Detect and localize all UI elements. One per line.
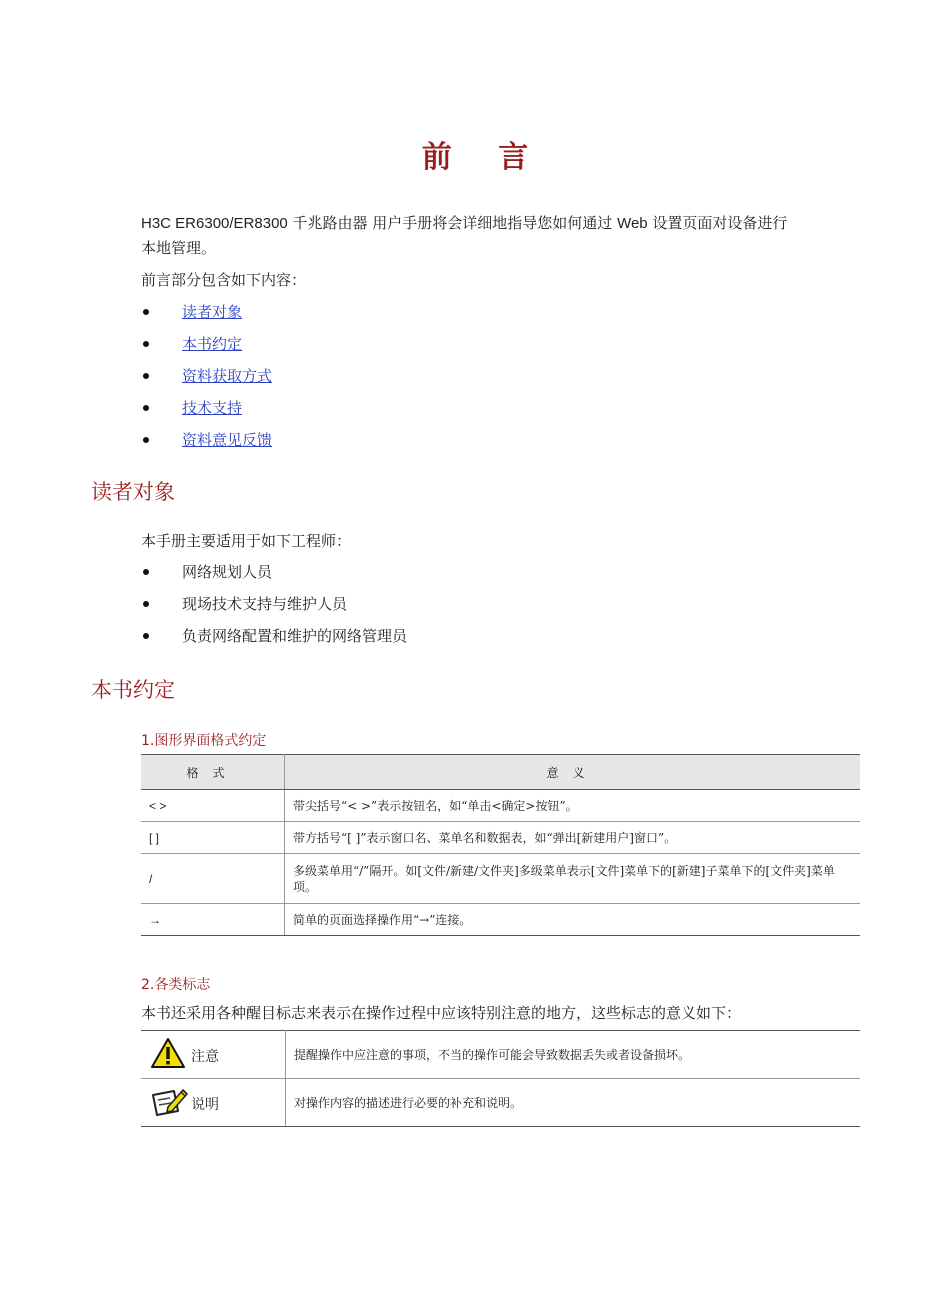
table-header-row — [141, 755, 860, 790]
intro-paragraph — [141, 211, 861, 261]
list-item-text: 网络规划人员 — [182, 563, 273, 581]
bullet-icon — [143, 341, 149, 347]
toc-list — [141, 296, 272, 456]
table-cell-format: / — [141, 854, 285, 904]
intro-line2: 本地管理。 — [141, 239, 217, 257]
bullet-icon — [143, 373, 149, 379]
column-header-format: 格式 — [141, 755, 285, 790]
note-label: 说明 — [191, 1097, 219, 1113]
table-cell-meaning: 简单的页面选择操作用“→”连接。 — [285, 904, 861, 936]
heading-readers: 读者对象 — [91, 480, 175, 504]
contents-label: 前言部分包含如下内容： — [141, 271, 307, 289]
table-cell-meaning: 带方括号“[ ]”表示窗口名、菜单名和数据表，如“弹出[新建用户]窗口”。 — [285, 822, 861, 854]
table-row — [141, 1079, 860, 1127]
toc-link-feedback[interactable]: 资料意见反馈 — [182, 431, 273, 449]
gui-conventions-table — [141, 754, 860, 936]
toc-item — [141, 296, 272, 328]
list-item-text: 现场技术支持与维护人员 — [182, 595, 348, 613]
toc-link-support[interactable]: 技术支持 — [182, 399, 243, 417]
table-cell-meaning: 带尖括号“< >”表示按钮名，如“单击<确定>按钮”。 — [285, 790, 861, 822]
toc-item — [141, 392, 272, 424]
bullet-icon — [143, 633, 149, 639]
table-cell-meaning: 多级菜单用“/”隔开。如[文件/新建/文件夹]多级菜单表示[文件]菜单下的[新建]子菜单下的[文件夹]菜单项。 — [285, 854, 861, 904]
product-name: H3C ER6300/ER8300 — [141, 215, 288, 232]
list-item-text: 负责网络配置和维护的网络管理员 — [182, 627, 408, 645]
table-row — [141, 854, 860, 904]
signs-intro: 本书还采用各种醒目标志来表示在操作过程中应该特别注意的地方，这些标志的意义如下： — [141, 1004, 742, 1022]
signs-table — [141, 1030, 860, 1127]
sign-cell-caution — [141, 1031, 286, 1079]
toc-link-conventions[interactable]: 本书约定 — [182, 335, 243, 353]
table-row — [141, 822, 860, 854]
table-cell-format: < > — [141, 790, 285, 822]
warning-triangle-icon — [150, 1037, 186, 1072]
bullet-icon — [143, 309, 149, 315]
heading-conventions: 本书约定 — [91, 678, 175, 702]
toc-item — [141, 360, 272, 392]
caution-label: 注意 — [191, 1049, 219, 1065]
toc-link-readers[interactable]: 读者对象 — [182, 303, 243, 321]
table-row — [141, 1031, 860, 1079]
intro-text-end: 设置页面对设备进行 — [647, 214, 788, 232]
note-text: 对操作内容的描述进行必要的补充和说明。 — [286, 1079, 861, 1127]
bullet-icon — [143, 569, 149, 575]
caution-text: 提醒操作中应注意的事项，不当的操作可能会导致数据丢失或者设备损坏。 — [286, 1031, 861, 1079]
toc-link-docs[interactable]: 资料获取方式 — [182, 367, 273, 385]
readers-list — [141, 556, 407, 652]
intro-text: 千兆路由器 用户手册将会详细地指导您如何通过 — [287, 214, 618, 232]
page-title: 前 言 — [421, 140, 547, 175]
table-row — [141, 904, 860, 936]
column-header-meaning: 意义 — [285, 755, 861, 790]
list-item — [141, 556, 407, 588]
bullet-icon — [143, 405, 149, 411]
list-item — [141, 588, 407, 620]
heading-gui-conventions: 1.图形界面格式约定 — [141, 733, 267, 749]
readers-intro: 本手册主要适用于如下工程师： — [141, 532, 352, 550]
table-cell-format: → — [141, 904, 285, 936]
heading-signs: 2.各类标志 — [141, 977, 211, 993]
bullet-icon — [143, 601, 149, 607]
table-cell-format: [ ] — [141, 822, 285, 854]
bullet-icon — [143, 437, 149, 443]
intro-web: Web — [617, 215, 648, 232]
pencil-note-icon — [150, 1085, 188, 1120]
toc-item — [141, 424, 272, 456]
toc-item — [141, 328, 272, 360]
sign-cell-note — [141, 1079, 286, 1127]
table-row — [141, 790, 860, 822]
list-item — [141, 620, 407, 652]
